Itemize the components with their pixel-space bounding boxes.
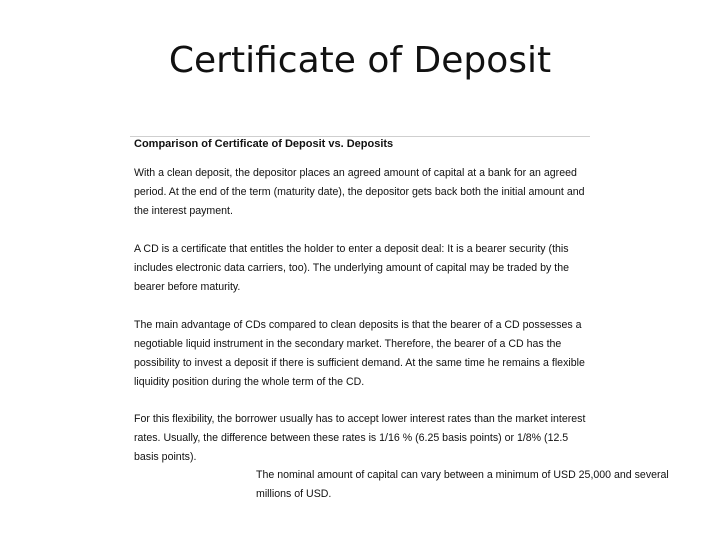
paragraph-nominal-amount: The nominal amount of capital can vary between a minimum of USD 25,000 and several millions of USD. (256, 469, 669, 500)
document-heading: Comparison of Certificate of Deposit vs. Deposits (134, 138, 394, 150)
document-top-rule (130, 136, 590, 137)
paragraph-interest-rates: For this flexibility, the borrower usually has to accept lower interest rates than the market interest rates. Usually, the difference between these rates is 1/16 % (6.25 basis points) or 1/8% (12.5 basis points). (134, 413, 586, 463)
paragraph-cd-definition: A CD is a certificate that entitles the holder to enter a deposit deal: It is a bearer security (this includes electronic data carriers, too). The underlying amount of capital may be traded by the bearer before maturity. (134, 243, 569, 293)
paragraph-cd-advantage: The main advantage of CDs compared to clean deposits is that the bearer of a CD possesses a negotiable liquid instrument in the secondary market. Therefore, the bearer of a CD has the possibility to invest a deposit if there is sufficient demand. At the same time he remains a flexible liquidity position during the whole term of the CD. (134, 319, 585, 388)
paragraph-clean-deposit: With a clean deposit, the depositor places an agreed amount of capital at a bank for an agreed period. At the end of the term (maturity date), the depositor gets back both the initial amount and the interest payment. (134, 167, 585, 217)
slide-title: Certificate of Deposit (168, 40, 552, 81)
